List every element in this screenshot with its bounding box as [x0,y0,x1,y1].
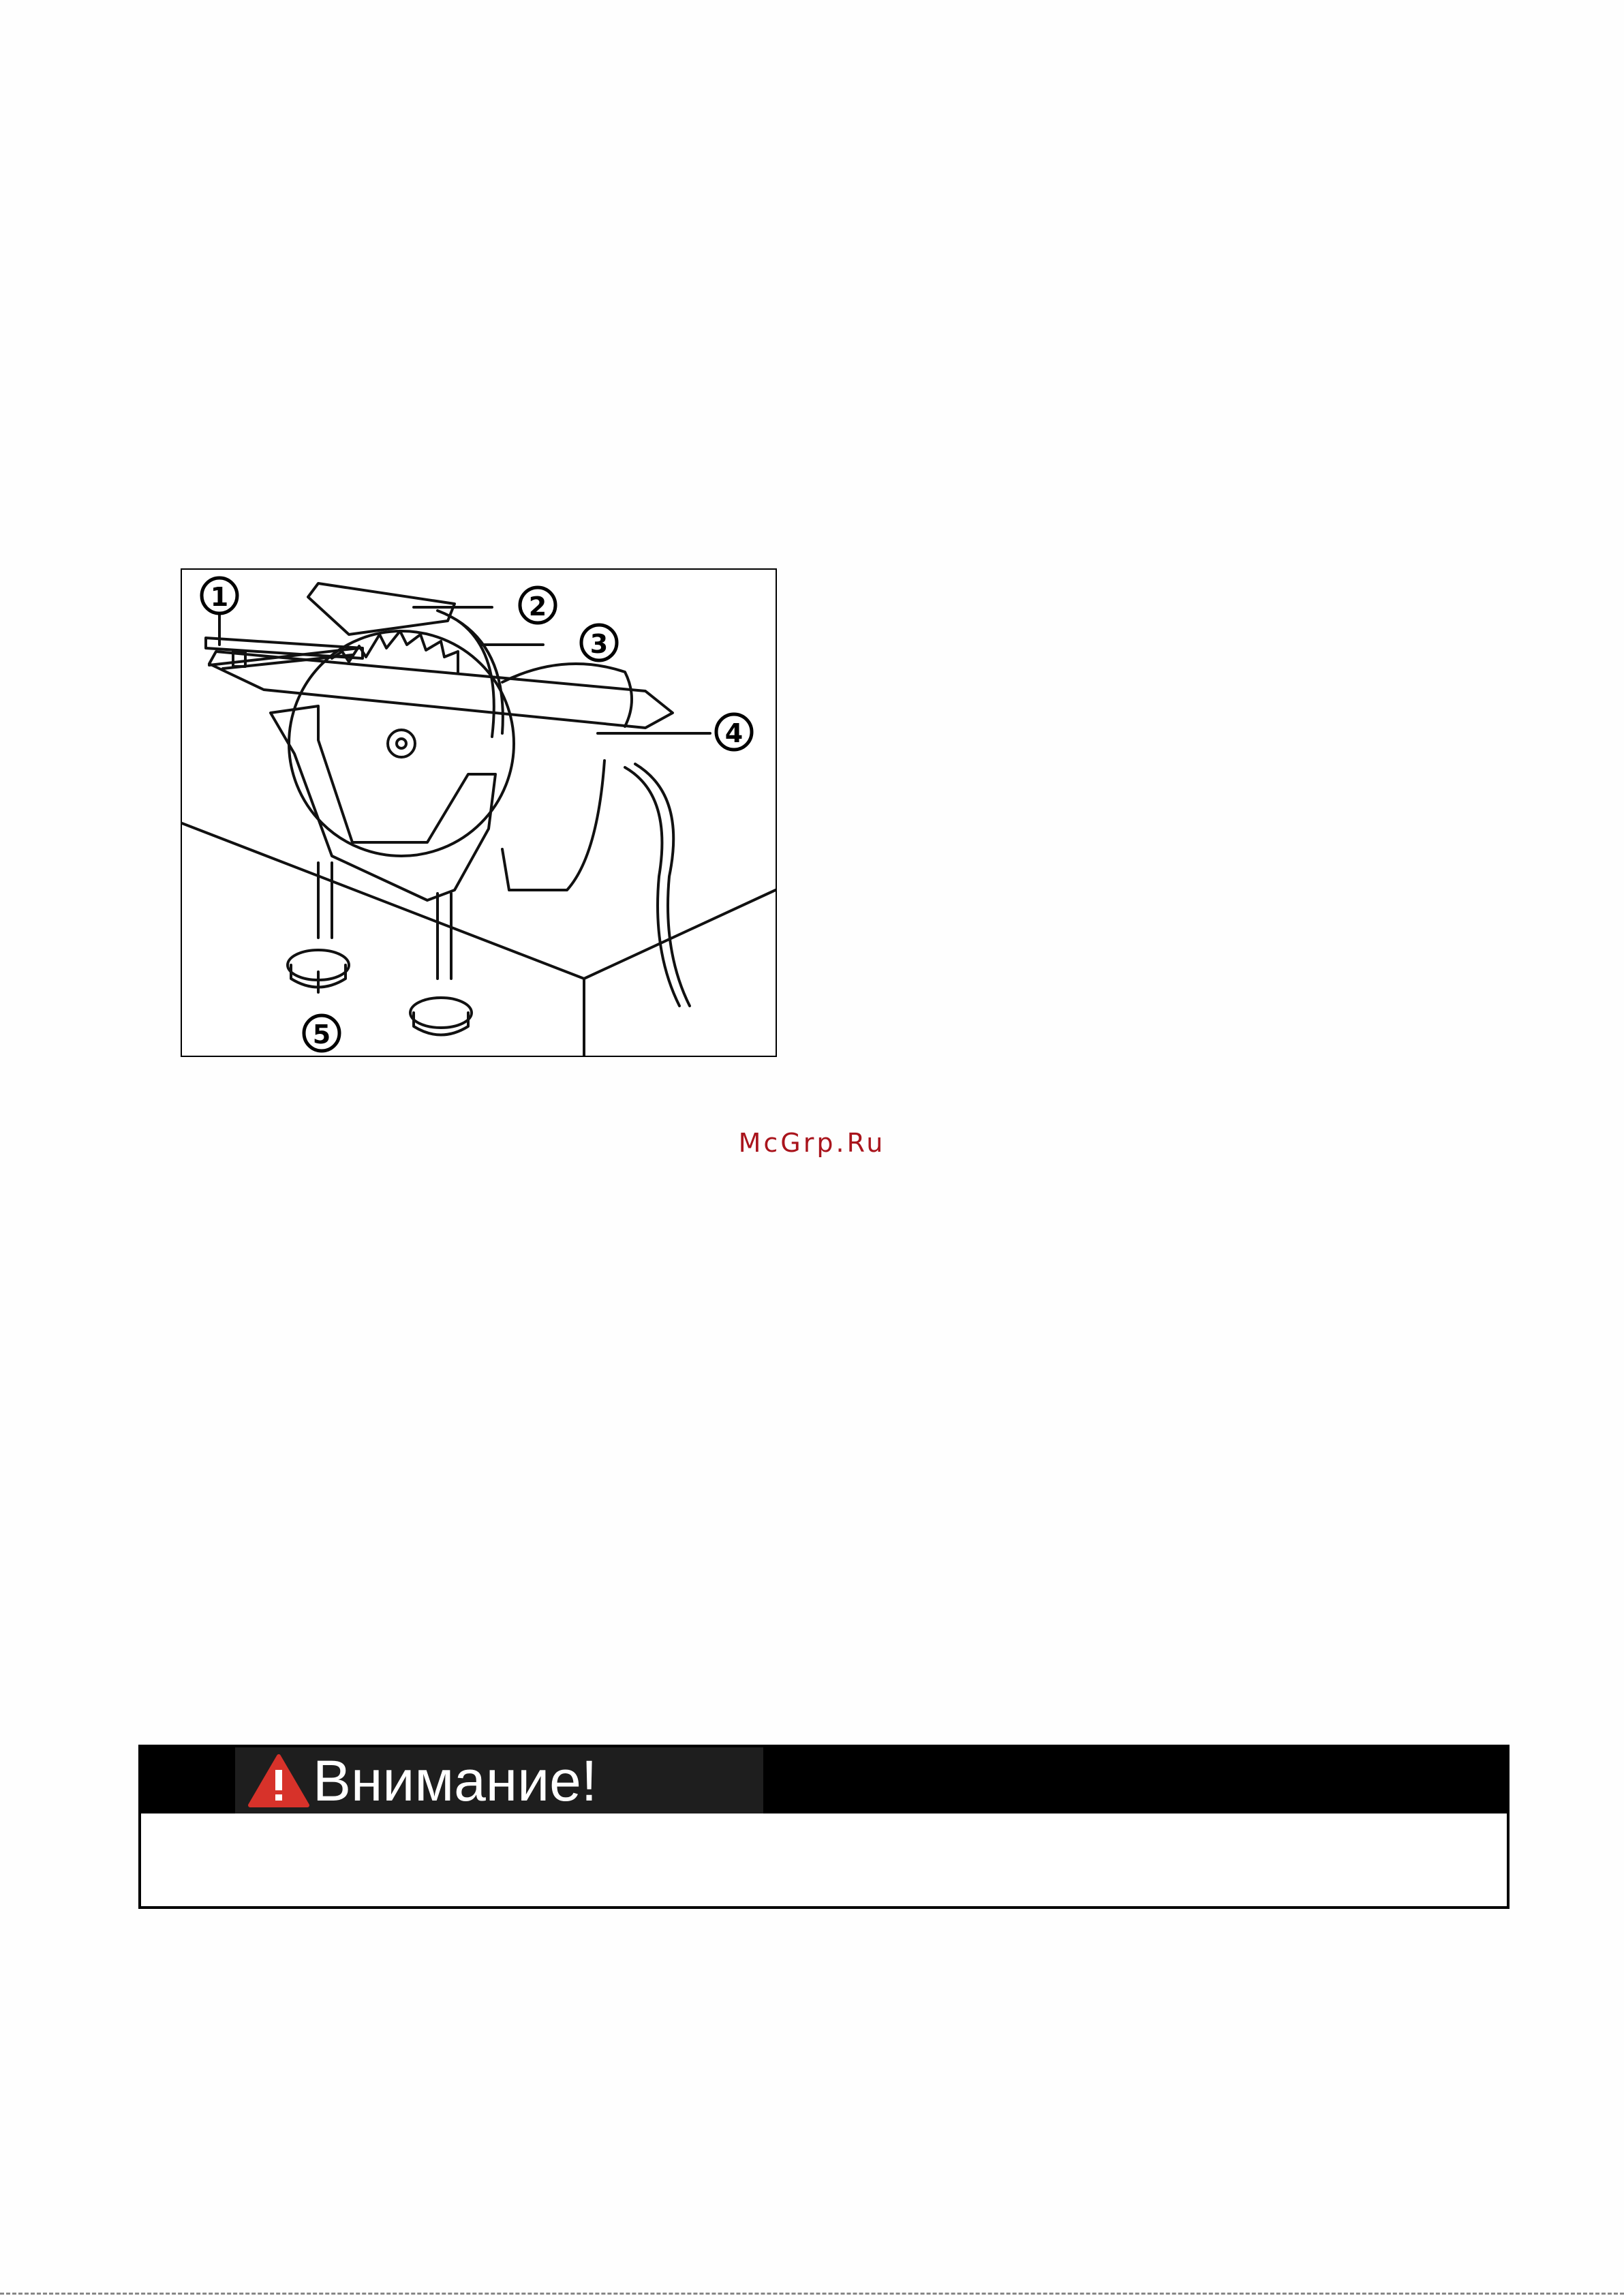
clamp-knob-right [410,998,472,1028]
saw-blade [289,631,514,856]
riving-knife [308,583,455,634]
watermark[interactable]: McGrp.Ru [738,1128,886,1158]
page-bottom-divider [0,2293,1624,2295]
clamp-rod-right [438,893,451,979]
power-cord [625,767,679,1006]
workbench-slab [182,823,776,1056]
warning-box [138,1745,1510,1909]
warning-title: Внимание! [313,1748,598,1813]
warning-label [235,1747,763,1813]
saw-illustration [182,570,776,1056]
motor-housing [502,664,632,726]
callout-4: 4 [724,718,744,748]
warning-header-bar [141,1747,1507,1813]
clamp-rod-left [318,863,332,938]
callout-3: 3 [589,629,609,659]
warning-triangle-icon [247,1754,310,1808]
saw-illustration-figure [181,568,777,1057]
callout-1: 1 [210,582,229,612]
callout-5: 5 [312,1020,331,1050]
callout-2: 2 [528,592,547,622]
